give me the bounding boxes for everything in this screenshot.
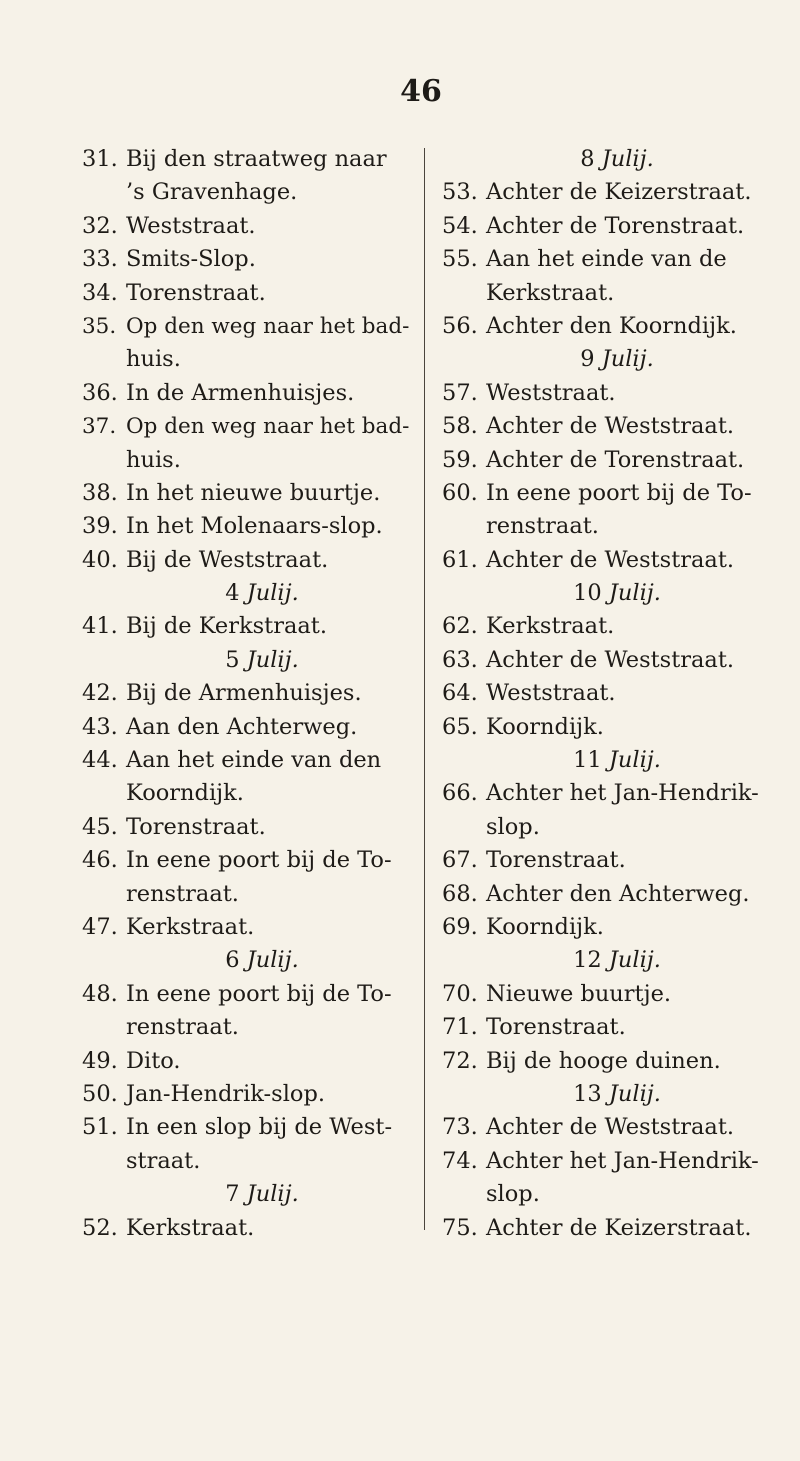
entry-number: 59. xyxy=(442,446,478,473)
entry-text: In een slop bij de West- xyxy=(126,1114,393,1141)
list-item xyxy=(82,210,412,243)
entry-text: Achter de Weststraat. xyxy=(486,413,735,440)
entry-number: 37. xyxy=(82,414,117,440)
entry-number: 68. xyxy=(442,880,478,907)
date-heading xyxy=(442,143,762,176)
list-item xyxy=(442,1111,762,1144)
entry-text: Achter de Weststraat. xyxy=(486,646,735,673)
entry-number: 39. xyxy=(82,513,118,540)
entry-continuation xyxy=(82,176,412,209)
date-day: 13 xyxy=(573,1080,602,1107)
entry-text: huis. xyxy=(126,346,181,373)
list-item xyxy=(82,410,412,443)
date-heading xyxy=(82,944,412,977)
entry-text: In eene poort bij de To- xyxy=(486,479,752,506)
entry-text: ’s Gravenhage. xyxy=(126,179,298,206)
entry-continuation xyxy=(82,878,412,911)
list-item xyxy=(442,210,762,243)
entry-number: 67. xyxy=(442,847,478,874)
entry-number: 45. xyxy=(82,813,118,840)
list-item xyxy=(82,1212,412,1245)
entry-text: Op den weg naar het bad- xyxy=(126,313,410,339)
entry-number: 66. xyxy=(442,780,478,807)
list-item xyxy=(82,1078,412,1111)
date-day: 12 xyxy=(573,947,602,974)
date-month: Julij. xyxy=(601,146,654,172)
list-item xyxy=(442,377,762,410)
entry-continuation xyxy=(442,510,762,543)
entry-number: 65. xyxy=(442,713,478,740)
entry-text: Kerkstraat. xyxy=(486,279,615,306)
entry-text: Kerkstraat. xyxy=(126,913,255,940)
entry-text: Aan den Achterweg. xyxy=(126,713,358,740)
entry-text: In het nieuwe buurtje. xyxy=(126,479,381,506)
right-column xyxy=(442,143,762,1245)
entry-text: Achter de Torenstraat. xyxy=(486,212,745,239)
list-item xyxy=(442,1045,762,1078)
entry-number: 48. xyxy=(82,980,118,1007)
list-item xyxy=(442,444,762,477)
entry-number: 64. xyxy=(442,680,478,707)
list-item xyxy=(82,978,412,1011)
entry-number: 70. xyxy=(442,980,478,1007)
entry-text: Aan het einde van den xyxy=(126,747,382,774)
list-item xyxy=(442,1145,762,1178)
date-heading xyxy=(442,343,762,376)
entry-number: 75. xyxy=(442,1214,478,1241)
entry-continuation xyxy=(82,1145,412,1178)
entry-number: 60. xyxy=(442,479,478,506)
entry-number: 57. xyxy=(442,379,478,406)
list-item xyxy=(442,878,762,911)
date-day: 5 xyxy=(225,646,240,673)
entry-text: Achter de Weststraat. xyxy=(486,1114,735,1141)
entry-number: 73. xyxy=(442,1114,478,1141)
entry-text: renstraat. xyxy=(126,1014,239,1041)
date-day: 8 xyxy=(580,146,595,172)
entry-number: 50. xyxy=(82,1080,118,1107)
entry-text: slop. xyxy=(486,1181,540,1208)
date-day: 10 xyxy=(573,580,602,607)
entry-text: renstraat. xyxy=(126,880,239,907)
entry-text: In eene poort bij de To- xyxy=(126,980,392,1007)
entry-text: huis. xyxy=(126,446,181,473)
entry-number: 63. xyxy=(442,646,478,673)
entry-text: Bij de Kerkstraat. xyxy=(126,613,328,640)
entry-continuation xyxy=(82,343,412,376)
list-item xyxy=(82,610,412,643)
entry-text: Achter den Achterweg. xyxy=(486,880,750,907)
entry-text: Bij de Weststraat. xyxy=(126,546,329,573)
entry-text: Achter de Weststraat. xyxy=(486,546,735,573)
entry-text: Bij den straatweg naar xyxy=(126,146,387,172)
list-item xyxy=(442,677,762,710)
entry-text: renstraat. xyxy=(486,513,599,540)
entry-text: Jan-Hendrik-slop. xyxy=(126,1080,325,1107)
list-item xyxy=(442,911,762,944)
entry-text: Kerkstraat. xyxy=(126,1214,255,1241)
entry-number: 47. xyxy=(82,913,118,940)
list-item xyxy=(82,544,412,577)
date-day: 6 xyxy=(225,947,240,974)
entry-text: Weststraat. xyxy=(126,212,256,239)
entry-number: 61. xyxy=(442,546,478,573)
entry-number: 49. xyxy=(82,1047,118,1074)
entry-text: Koorndijk. xyxy=(486,913,604,940)
list-item xyxy=(442,610,762,643)
entry-number: 36. xyxy=(82,379,118,406)
list-item xyxy=(82,911,412,944)
entry-text: Smits-Slop. xyxy=(126,246,256,273)
entry-text: Achter het Jan-Hendrik- xyxy=(486,1147,759,1174)
list-item xyxy=(442,978,762,1011)
entry-text: In eene poort bij de To- xyxy=(126,847,392,874)
left-column xyxy=(82,143,412,1245)
date-heading xyxy=(82,644,412,677)
date-month: Julij. xyxy=(608,947,661,974)
entry-number: 56. xyxy=(442,312,478,339)
entry-text: In het Molenaars-slop. xyxy=(126,513,383,540)
list-item xyxy=(442,1011,762,1044)
entry-text: Achter het Jan-Hendrik- xyxy=(486,780,759,807)
list-item xyxy=(82,143,412,176)
entry-text: Koorndijk. xyxy=(486,713,604,740)
list-item xyxy=(82,510,412,543)
list-item xyxy=(82,477,412,510)
list-item xyxy=(442,777,762,810)
entry-number: 31. xyxy=(82,146,118,172)
date-month: Julij. xyxy=(246,1181,299,1208)
entry-continuation xyxy=(442,1178,762,1211)
date-month: Julij. xyxy=(608,747,661,774)
date-month: Julij. xyxy=(246,947,299,974)
entry-text: Dito. xyxy=(126,1047,181,1074)
list-item xyxy=(82,744,412,777)
entry-number: 41. xyxy=(82,613,118,640)
list-item xyxy=(442,544,762,577)
entry-text: Torenstraat. xyxy=(486,1014,626,1041)
entry-number: 53. xyxy=(442,179,478,206)
entry-text: Torenstraat. xyxy=(126,813,266,840)
entry-number: 32. xyxy=(82,212,118,239)
list-item xyxy=(442,711,762,744)
entry-number: 51. xyxy=(82,1114,118,1141)
date-day: 9 xyxy=(580,346,595,373)
entry-text: slop. xyxy=(486,813,540,840)
entry-number: 35. xyxy=(82,313,117,339)
entry-number: 44. xyxy=(82,747,118,774)
date-heading xyxy=(442,944,762,977)
list-item xyxy=(82,243,412,276)
entry-text: Bij de hooge duinen. xyxy=(486,1047,721,1074)
entry-text: Bij de Armenhuisjes. xyxy=(126,680,362,707)
list-item xyxy=(442,176,762,209)
entry-number: 33. xyxy=(82,246,118,273)
page-number: 46 xyxy=(400,74,442,109)
list-item xyxy=(82,711,412,744)
entry-continuation xyxy=(82,1011,412,1044)
entry-number: 43. xyxy=(82,713,118,740)
entry-number: 55. xyxy=(442,246,478,273)
entry-continuation xyxy=(442,811,762,844)
date-month: Julij. xyxy=(608,580,661,607)
list-item xyxy=(82,1111,412,1144)
date-day: 7 xyxy=(225,1181,240,1208)
entry-text: Kerkstraat. xyxy=(486,613,615,640)
entry-text: Op den weg naar het bad- xyxy=(126,414,410,440)
entry-text: straat. xyxy=(126,1147,201,1174)
list-item xyxy=(442,410,762,443)
list-item xyxy=(442,844,762,877)
entry-text: Achter den Koorndijk. xyxy=(486,312,737,339)
list-item xyxy=(82,811,412,844)
date-month: Julij. xyxy=(246,646,299,673)
entry-number: 38. xyxy=(82,479,118,506)
entry-number: 69. xyxy=(442,913,478,940)
entry-number: 58. xyxy=(442,413,478,440)
entry-number: 52. xyxy=(82,1214,118,1241)
date-day: 11 xyxy=(573,747,602,774)
date-day: 4 xyxy=(225,580,240,607)
entry-text: Achter de Keizerstraat. xyxy=(486,1214,752,1241)
entry-text: Weststraat. xyxy=(486,680,616,707)
column-divider xyxy=(424,148,425,1230)
list-item xyxy=(82,277,412,310)
date-month: Julij. xyxy=(608,1080,661,1107)
list-item xyxy=(442,310,762,343)
entry-number: 46. xyxy=(82,847,118,874)
list-item xyxy=(82,310,412,343)
entry-number: 54. xyxy=(442,212,478,239)
list-item xyxy=(442,477,762,510)
entry-continuation xyxy=(442,277,762,310)
entry-text: Nieuwe buurtje. xyxy=(486,980,672,1007)
entry-text: Koorndijk. xyxy=(126,780,244,807)
entry-text: In de Armenhuisjes. xyxy=(126,379,355,406)
entry-continuation xyxy=(82,777,412,810)
list-item xyxy=(82,377,412,410)
date-heading xyxy=(82,1178,412,1211)
entry-number: 74. xyxy=(442,1147,478,1174)
entry-number: 40. xyxy=(82,546,118,573)
list-item xyxy=(442,243,762,276)
entry-text: Torenstraat. xyxy=(486,847,626,874)
date-heading xyxy=(82,577,412,610)
list-item xyxy=(82,844,412,877)
entry-text: Weststraat. xyxy=(486,379,616,406)
entry-number: 72. xyxy=(442,1047,478,1074)
list-item xyxy=(442,1212,762,1245)
entry-text: Torenstraat. xyxy=(126,279,266,306)
entry-text: Achter de Keizerstraat. xyxy=(486,179,752,206)
entry-text: Achter de Torenstraat. xyxy=(486,446,745,473)
entry-number: 34. xyxy=(82,279,118,306)
entry-continuation xyxy=(82,444,412,477)
date-month: Julij. xyxy=(601,346,654,373)
list-item xyxy=(442,644,762,677)
entry-number: 62. xyxy=(442,613,478,640)
date-heading xyxy=(442,1078,762,1111)
date-heading xyxy=(442,577,762,610)
entry-number: 71. xyxy=(442,1014,478,1041)
date-heading xyxy=(442,744,762,777)
entry-number: 42. xyxy=(82,680,118,707)
entry-text: Aan het einde van de xyxy=(486,246,727,273)
list-item xyxy=(82,677,412,710)
date-month: Julij. xyxy=(246,580,299,607)
list-item xyxy=(82,1045,412,1078)
